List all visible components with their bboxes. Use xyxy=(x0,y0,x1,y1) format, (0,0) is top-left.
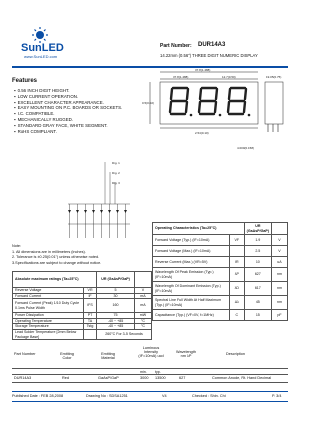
footer-bottom-divider xyxy=(12,401,288,402)
feature-item: ▪ MECHANICALLY RUGGED. xyxy=(14,117,122,123)
op-sym xyxy=(230,246,245,257)
brand-name: SunLED xyxy=(21,42,64,54)
op-val: 1.9 xyxy=(244,235,271,246)
op-unit: nm xyxy=(272,268,288,282)
abs-param: Reverse Voltage xyxy=(13,288,84,294)
op-val: 627 xyxy=(244,268,271,282)
op-val: 2.5 xyxy=(244,246,271,257)
sub-label: typ. xyxy=(155,369,161,374)
brand-url: www.SunLED.com xyxy=(24,54,58,59)
op-unit: pF xyxy=(272,310,288,321)
abs-unit: mW xyxy=(135,313,152,319)
circuit-schematic xyxy=(60,154,150,246)
drawing-number: Drawing No : SDSA1251 xyxy=(86,394,128,398)
digit-label: Dig. 3 xyxy=(112,181,120,185)
op-param: Spectral Line Full Width At Half Maximum (Typ.) (IF=10mA) xyxy=(153,296,230,310)
abs-unit: °C xyxy=(135,324,152,330)
logo xyxy=(16,26,64,59)
footer-divider xyxy=(12,391,288,392)
version: V4 xyxy=(162,394,167,398)
published-date: Published Date : FEB 28,2008 xyxy=(12,394,64,398)
abs-unit: V xyxy=(135,288,152,294)
col-header: Emitting Material xyxy=(101,352,115,360)
abs-val: 160 xyxy=(97,299,135,313)
dim-label: 37.8(1.488) xyxy=(173,75,189,79)
cell: DUR14A3 xyxy=(14,376,32,380)
checked-by: Checked : Shin. Chi xyxy=(192,394,226,398)
note-line: 3.Specifications are subject to change without notice. xyxy=(12,260,102,265)
cell: Red xyxy=(62,376,69,380)
selection-table-headers xyxy=(12,346,288,368)
op-unit: V xyxy=(272,235,288,246)
abs-val: -40 ~ +85 xyxy=(97,324,135,330)
features-list xyxy=(14,88,122,134)
notes xyxy=(12,244,101,266)
op-unit: uA xyxy=(272,257,288,268)
op-sym: VF xyxy=(230,235,245,246)
part-number: DUR14A3 xyxy=(198,42,226,48)
abs-header-code: UR (GaAsP/GaP) xyxy=(97,272,135,288)
op-param: Wavelength Of Dominant Emission (Typ.) (IF=10mA) xyxy=(153,282,230,296)
abs-sym: iFS xyxy=(84,299,97,313)
footer xyxy=(12,393,288,400)
part-number-label: Part Number: xyxy=(160,43,192,49)
cell: 627 xyxy=(179,376,186,380)
abs-param: Forward Current xyxy=(13,293,84,299)
abs-unit: mA xyxy=(135,293,152,299)
col-header: Part Number xyxy=(14,352,36,356)
op-val: 10 xyxy=(244,257,271,268)
op-sym: λD xyxy=(230,282,245,296)
col-header: Luminous Intensity (IF=10mA) ucd xyxy=(138,346,164,358)
op-param: Forward Voltage (Typ.) (IF=10mA) xyxy=(153,235,230,246)
abs-sym: VR xyxy=(84,288,97,294)
dim-label: 19.05(0.75) xyxy=(266,75,282,79)
dim-label: 37.8(1.488) xyxy=(195,68,211,72)
op-val: 45 xyxy=(244,296,271,310)
abs-header-param: Absolute maximum ratings (Ta=25°C) xyxy=(13,272,97,288)
op-header-param: Operating Characteristics (Ta=25°C) xyxy=(153,223,245,235)
abs-sym xyxy=(84,329,97,339)
op-sym: Δλ xyxy=(230,296,245,310)
note-line: 2. Tolerance is ±0.25(0.01") unless otherwise noted. xyxy=(12,255,100,259)
abs-val: 75 xyxy=(97,313,135,319)
abs-sym: PT xyxy=(84,313,97,319)
op-val: 15 xyxy=(244,310,271,321)
feature-item: ▪ STANDARD GRAY FACE, WHITE SEGMENT. xyxy=(14,123,122,129)
op-param: Wavelength Of Peak Emission (Typ.) (IF=10mA) xyxy=(153,268,230,282)
feature-item: ▪ 0.56 INCH DIGIT HEIGHT. xyxy=(14,88,122,94)
feature-item: ▪ I.C. COMPATIBLE. xyxy=(14,111,122,117)
cell: 13500 xyxy=(155,376,166,380)
package-drawing xyxy=(140,66,290,156)
op-param: Reverse Current (Max.) (VR=5V) xyxy=(153,257,230,268)
dim-label: 2.54(0.10) xyxy=(195,131,209,135)
abs-val: 260°C For 3-5 Seconds xyxy=(97,329,152,339)
op-val: 617 xyxy=(244,282,271,296)
op-unit: nm xyxy=(272,282,288,296)
op-unit: nm xyxy=(272,296,288,310)
dim-label: 4.000(0.158) xyxy=(237,146,255,150)
abs-sym: TA xyxy=(84,318,97,324)
cell: GaAsP/GaP xyxy=(98,376,119,380)
feature-item: ▪ EASY MOUNTING ON P.C. BOARDS OR SOCKETS. xyxy=(14,105,122,111)
cell: 3000 xyxy=(140,376,149,380)
feature-item: ▪ RoHS COMPLIANT. xyxy=(14,129,122,135)
abs-param: Lead Solder Temperature [2mm Below Package Base] xyxy=(13,329,84,339)
abs-sym: Tstg xyxy=(84,324,97,330)
sub-label: min. xyxy=(140,369,147,374)
digit-label: Dig. 2 xyxy=(112,171,120,175)
note-line: Note: xyxy=(12,244,22,248)
dim-label: 0.5(0.02) xyxy=(142,101,155,105)
page-number: P. 3/4 xyxy=(272,394,282,398)
dim-label: 12.7(0.50) xyxy=(222,75,236,79)
op-param: Forward Voltage (Max.) (IF=10mA) xyxy=(153,246,230,257)
abs-val: 30 xyxy=(97,293,135,299)
operating-characteristics-table xyxy=(152,222,288,321)
abs-param: Power Dissipation xyxy=(13,313,84,319)
op-param: Capacitance (Typ.) (VF=0V, f=1MHz) xyxy=(153,310,230,321)
feature-item: ▪ LOW CURRENT OPERATION. xyxy=(14,94,122,100)
abs-sym: IF xyxy=(84,293,97,299)
absolute-max-table xyxy=(12,271,152,340)
abs-unit: mA xyxy=(135,299,152,313)
col-header: Emitting Color xyxy=(60,352,74,360)
op-sym: IR xyxy=(230,257,245,268)
op-unit: V xyxy=(272,246,288,257)
col-header: Description xyxy=(226,352,245,356)
col-header: Wavelength nm λP xyxy=(176,350,196,358)
op-sym: λP xyxy=(230,268,245,282)
abs-val: -40 ~ +85 xyxy=(97,318,135,324)
abs-param: Forward Current (Peak) 1/10 Duty Cycle 0.1ms Pulse Width xyxy=(13,299,84,313)
note-line: 1. All dimensions are in millimeters (inches). xyxy=(12,249,86,254)
abs-param: Operating Temperature xyxy=(13,318,84,324)
abs-unit: °C xyxy=(135,318,152,324)
description: 14.22mm (0.56") THREE DIGIT NUMERIC DISPLAY xyxy=(160,53,258,58)
digit-label: Dig. 1 xyxy=(112,161,120,165)
abs-param: Storage Temperature xyxy=(13,324,84,330)
op-sym: C xyxy=(230,310,245,321)
features-title: Features xyxy=(12,78,38,84)
cell: Common Anode, Rt. Hand Decimal xyxy=(212,376,272,380)
selection-data-row xyxy=(12,374,288,383)
abs-val: 5 xyxy=(97,288,135,294)
op-header-code: UR (GaAsP/GaP) xyxy=(244,223,271,235)
feature-item: ▪ EXCELLENT CHARACTER APPEARANCE. xyxy=(14,100,122,106)
